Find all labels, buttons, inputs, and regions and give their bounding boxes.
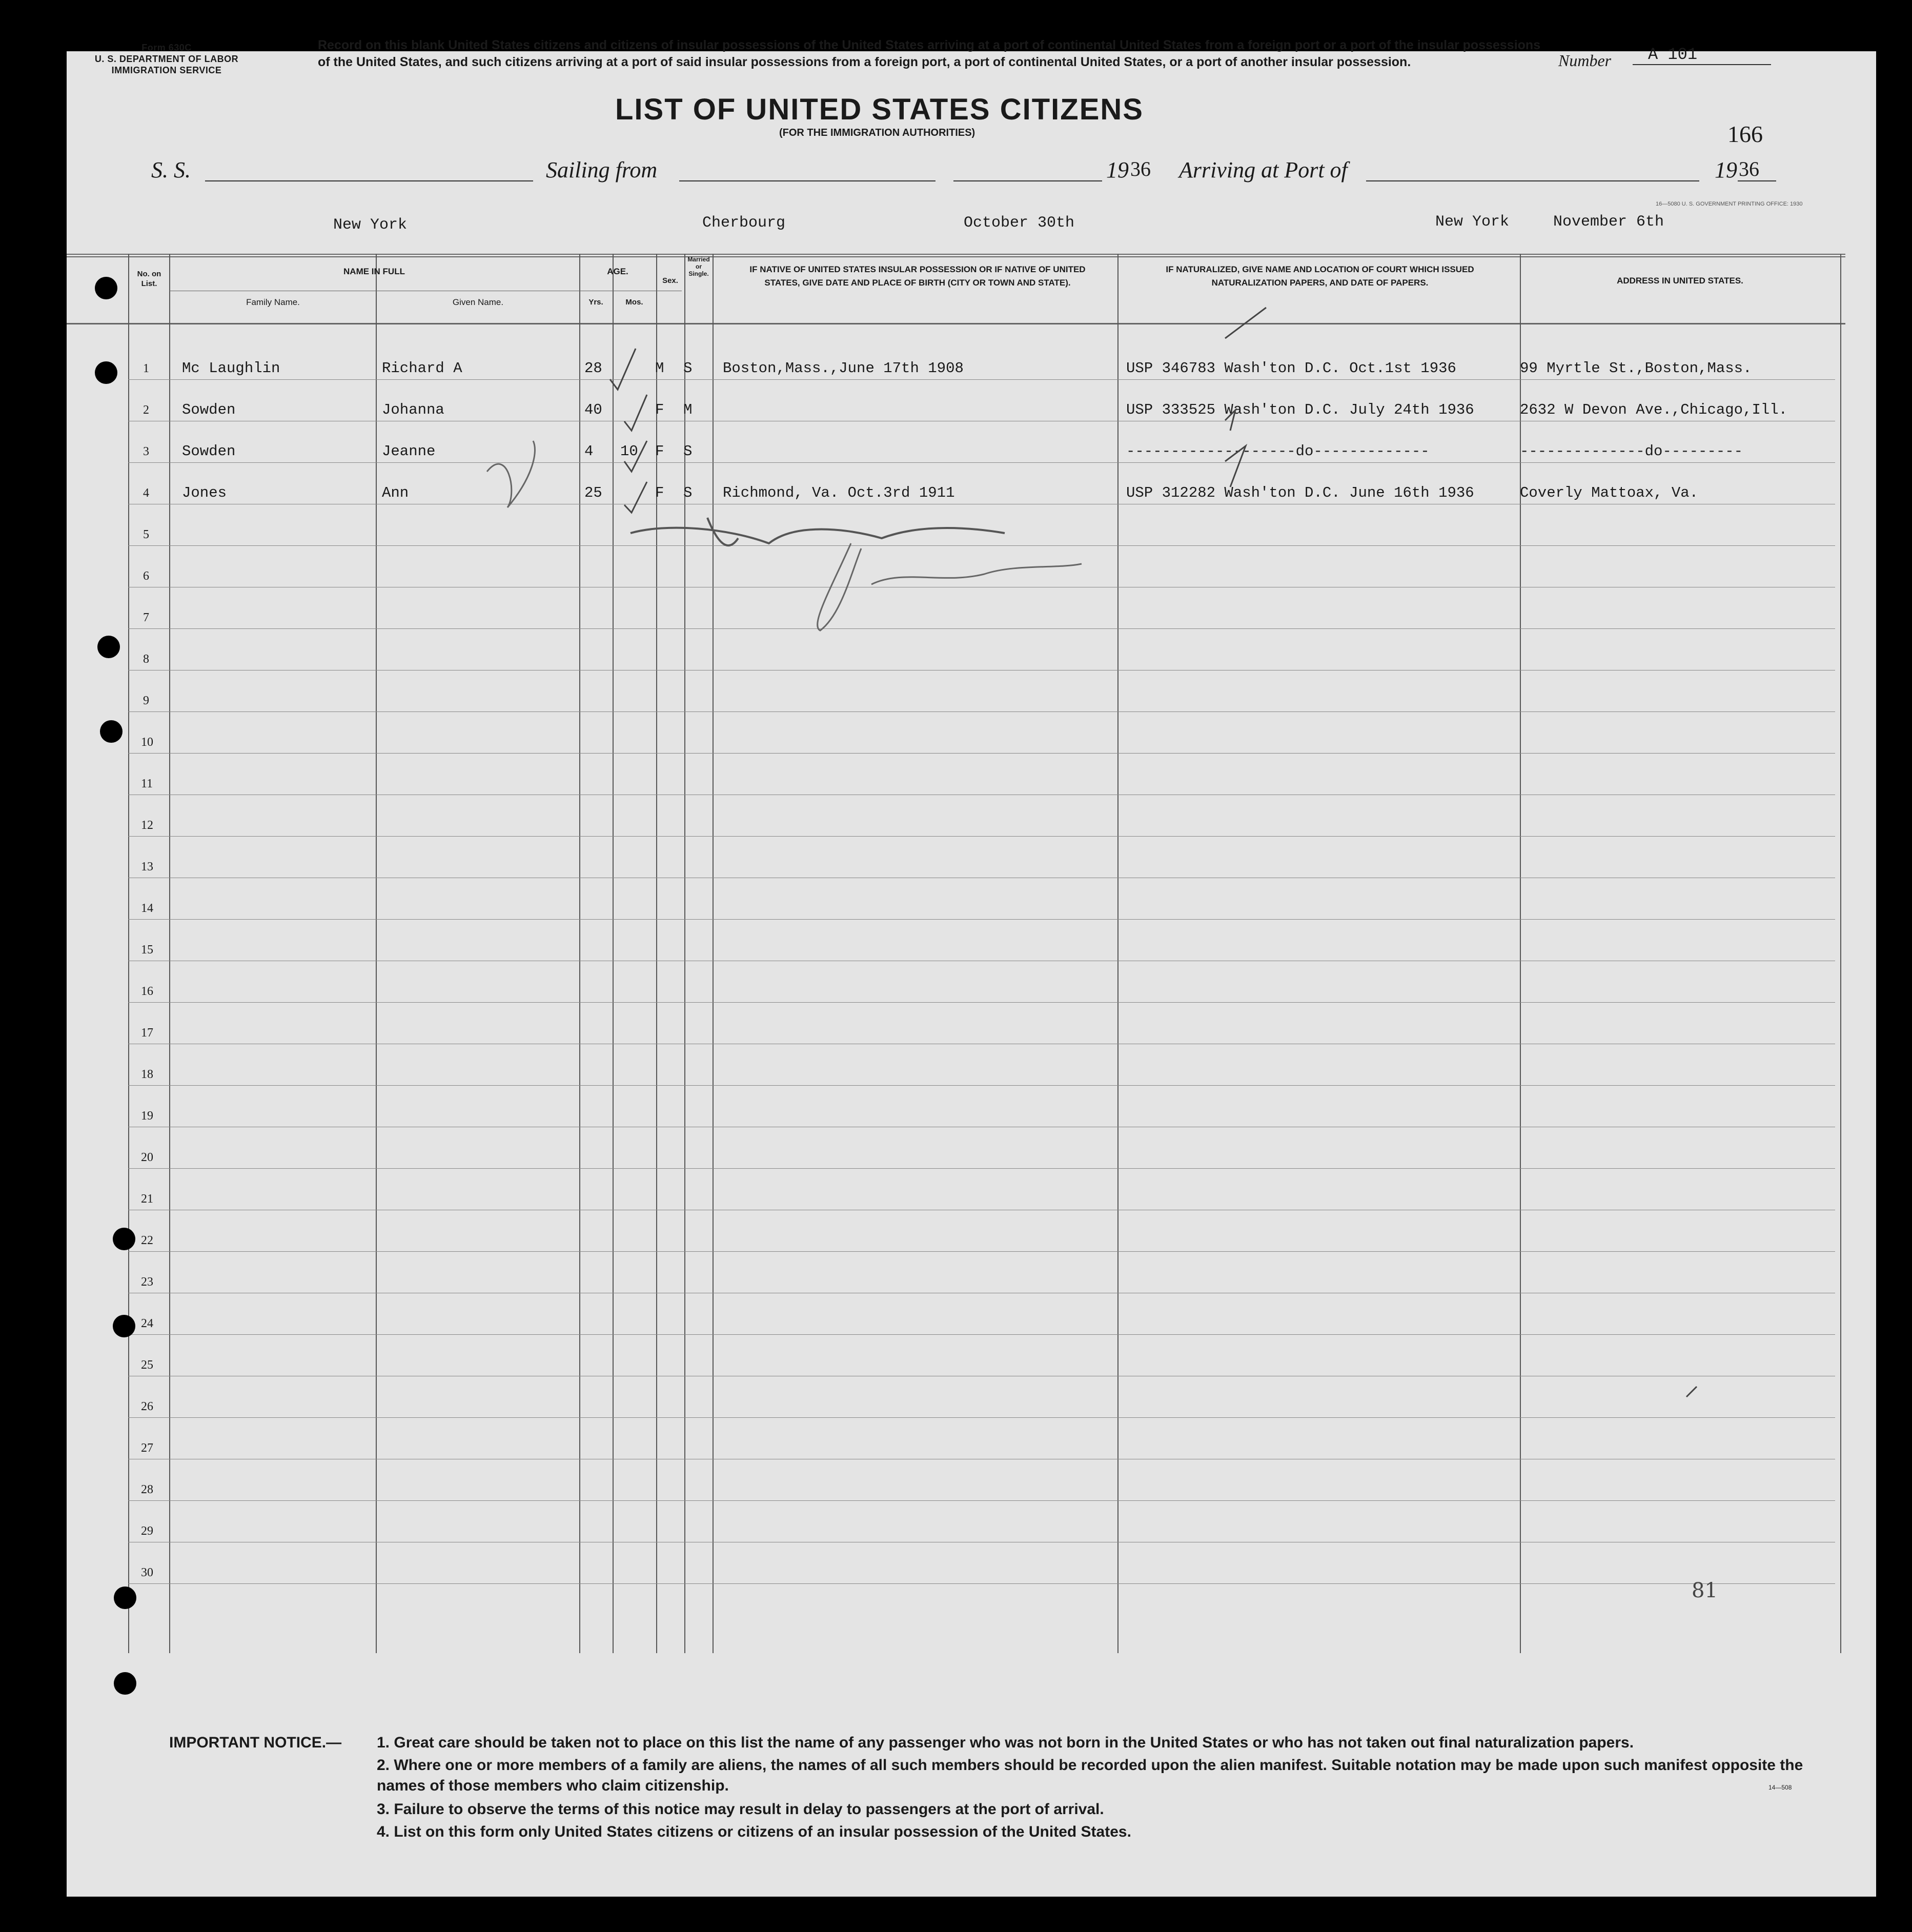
birth-cell: Richmond, Va. Oct.3rd 1911	[723, 484, 955, 501]
row-number: 10	[141, 736, 153, 749]
col-years: Yrs.	[588, 298, 603, 307]
binding-hole	[97, 636, 120, 658]
page-number: 166	[1727, 121, 1763, 147]
row-number: 29	[141, 1524, 153, 1538]
age-months-cell: 10	[620, 443, 638, 460]
row-number: 17	[141, 1026, 153, 1040]
age-years-cell: 40	[584, 401, 602, 418]
address-cell: 2632 W Devon Ave.,Chicago,Ill.	[1520, 401, 1788, 418]
sailing-date: October 30th	[964, 214, 1075, 232]
notice-item: 3. Failure to observe the terms of this notice may result in delay to passengers at the port of arrival.	[377, 1801, 1104, 1818]
sex-cell: F	[655, 443, 664, 460]
naturalization-cell: USP 346783 Wash'ton D.C. Oct.1st 1936	[1126, 360, 1456, 377]
sailing-year: 36	[1130, 157, 1151, 180]
port-of-arrival: New York	[1435, 213, 1510, 231]
row-number: 3	[143, 445, 149, 458]
row-number: 14	[141, 902, 153, 915]
col-age: AGE.	[607, 267, 628, 276]
col-married-single: Married or Single.	[687, 256, 710, 277]
binding-hole	[114, 1672, 136, 1695]
binding-hole	[113, 1315, 135, 1337]
family-name-cell: Jones	[182, 484, 227, 501]
binding-hole	[95, 277, 117, 299]
sex-cell: F	[655, 401, 664, 418]
notice-title: IMPORTANT NOTICE.—	[169, 1734, 342, 1751]
binding-hole	[100, 720, 123, 743]
row-number: 20	[141, 1151, 153, 1164]
binding-hole	[95, 361, 117, 384]
row-number: 7	[143, 611, 149, 624]
notice-item: 2. Where one or more members of a family are aliens, the names of all such members should be recorded upon the alien manifest. Suitable notation may be made upon such manifest opposite the names of those members who claim citizenship.	[377, 1757, 1803, 1794]
department-name: U. S. DEPARTMENT OF LABOR	[94, 54, 239, 64]
naturalization-cell: -------------------do-------------	[1126, 443, 1430, 460]
binding-hole	[113, 1228, 135, 1250]
naturalization-cell: USP 312282 Wash'ton D.C. June 16th 1936	[1126, 484, 1474, 501]
row-number: 24	[141, 1317, 153, 1330]
arrival-year-prefix: 19	[1715, 157, 1737, 182]
given-name-cell: Richard A	[382, 360, 462, 377]
notice-item: 1. Great care should be taken not to place on this list the name of any passenger who was not born in the United States or who has not taken out final naturalization papers.	[377, 1734, 1634, 1751]
col-no: No. on List.	[137, 270, 161, 288]
list-number: A 101	[1633, 45, 1771, 65]
footer-code: 14—508	[1768, 1784, 1792, 1791]
age-years-cell: 4	[584, 443, 594, 460]
birth-cell: Boston,Mass.,June 17th 1908	[723, 360, 964, 377]
row-number: 8	[143, 653, 149, 666]
col-address: ADDRESS IN UNITED STATES.	[1617, 276, 1743, 286]
marital-status-cell: M	[683, 401, 693, 418]
binding-hole	[114, 1587, 136, 1609]
arrival-year: 36	[1739, 157, 1759, 180]
marital-status-cell: S	[683, 360, 693, 377]
row-number: 16	[141, 985, 153, 998]
page-subtitle: (FOR THE IMMIGRATION AUTHORITIES)	[779, 127, 975, 138]
col-family-name: Family Name.	[246, 297, 300, 307]
side-number: 81	[1692, 1579, 1718, 1602]
row-number: 27	[141, 1441, 153, 1455]
marital-status-cell: S	[683, 443, 693, 460]
age-years-cell: 25	[584, 484, 602, 501]
row-number: 26	[141, 1400, 153, 1413]
row-number: 22	[141, 1234, 153, 1247]
col-months: Mos.	[625, 298, 643, 307]
port-of-departure: Cherbourg	[702, 214, 786, 232]
row-number: 13	[141, 860, 153, 873]
row-number: 4	[143, 486, 149, 500]
row-number: 2	[143, 403, 149, 417]
row-number: 19	[141, 1109, 153, 1123]
address-cell: Coverly Mattoax, Va.	[1520, 484, 1699, 501]
number-label: Number	[1558, 51, 1612, 70]
ship-name: New York	[333, 216, 408, 234]
arriving-label: Arriving at Port of	[1179, 157, 1348, 182]
row-number: 15	[141, 943, 153, 957]
sex-cell: F	[655, 484, 664, 501]
row-number: 30	[141, 1566, 153, 1579]
notice-item: 4. List on this form only United States citizens or citizens of an insular possession of the United States.	[377, 1823, 1131, 1840]
row-number: 5	[143, 528, 149, 541]
family-name-cell: Mc Laughlin	[182, 360, 280, 377]
service-name: IMMIGRATION SERVICE	[111, 65, 222, 75]
row-number: 11	[141, 777, 153, 790]
row-number: 1	[143, 362, 149, 375]
record-instructions: Record on this blank United States citizens and citizens of insular possessions of the United States arriving at a port of continental United States from a foreign port or a port of the insular possessions of the United States, and such citizens arriving at a port of said insular possessions from a foreign port, a port of continental United States, or a port of another insular possession.	[318, 38, 1541, 69]
printer-note: 16—5080 U. S. GOVERNMENT PRINTING OFFICE: 1930	[1656, 201, 1803, 207]
col-name-in-full: NAME IN FULL	[343, 267, 405, 276]
col-given-name: Given Name.	[452, 297, 504, 307]
given-name-cell: Johanna	[382, 401, 444, 418]
col-naturalization: IF NATURALIZED, GIVE NAME AND LOCATION OF COURT WHICH ISSUED NATURALIZATION PAPERS, AND DATE OF PAPERS.	[1166, 265, 1474, 288]
col-birth: IF NATIVE OF UNITED STATES INSULAR POSSESSION OR IF NATIVE OF UNITED STATES, GIVE DATE AND PLACE OF BIRTH (CITY OR TOWN AND STATE).	[749, 265, 1086, 288]
arrival-date: November 6th	[1553, 213, 1664, 231]
address-cell: 99 Myrtle St.,Boston,Mass.	[1520, 360, 1752, 377]
row-number: 12	[141, 819, 153, 832]
row-number: 21	[141, 1192, 153, 1206]
ss-label: S. S.	[151, 157, 191, 182]
row-number: 25	[141, 1358, 153, 1372]
row-number: 23	[141, 1275, 153, 1289]
given-name-cell: Jeanne	[382, 443, 436, 460]
row-number: 28	[141, 1483, 153, 1496]
marital-status-cell: S	[683, 484, 693, 501]
given-name-cell: Ann	[382, 484, 409, 501]
naturalization-cell: USP 333525 Wash'ton D.C. July 24th 1936	[1126, 401, 1474, 418]
col-sex: Sex.	[662, 276, 678, 285]
row-number: 6	[143, 570, 149, 583]
sailing-year-prefix: 19	[1106, 157, 1129, 182]
family-name-cell: Sowden	[182, 443, 236, 460]
sailing-label: Sailing from	[546, 157, 658, 182]
family-name-cell: Sowden	[182, 401, 236, 418]
row-number: 18	[141, 1068, 153, 1081]
sex-cell: M	[655, 360, 664, 377]
age-years-cell: 28	[584, 360, 602, 377]
form-number: Form 630C	[141, 43, 192, 53]
page-title: LIST OF UNITED STATES CITIZENS	[615, 93, 1144, 126]
address-cell: --------------do---------	[1520, 443, 1743, 460]
row-number: 9	[143, 694, 149, 707]
